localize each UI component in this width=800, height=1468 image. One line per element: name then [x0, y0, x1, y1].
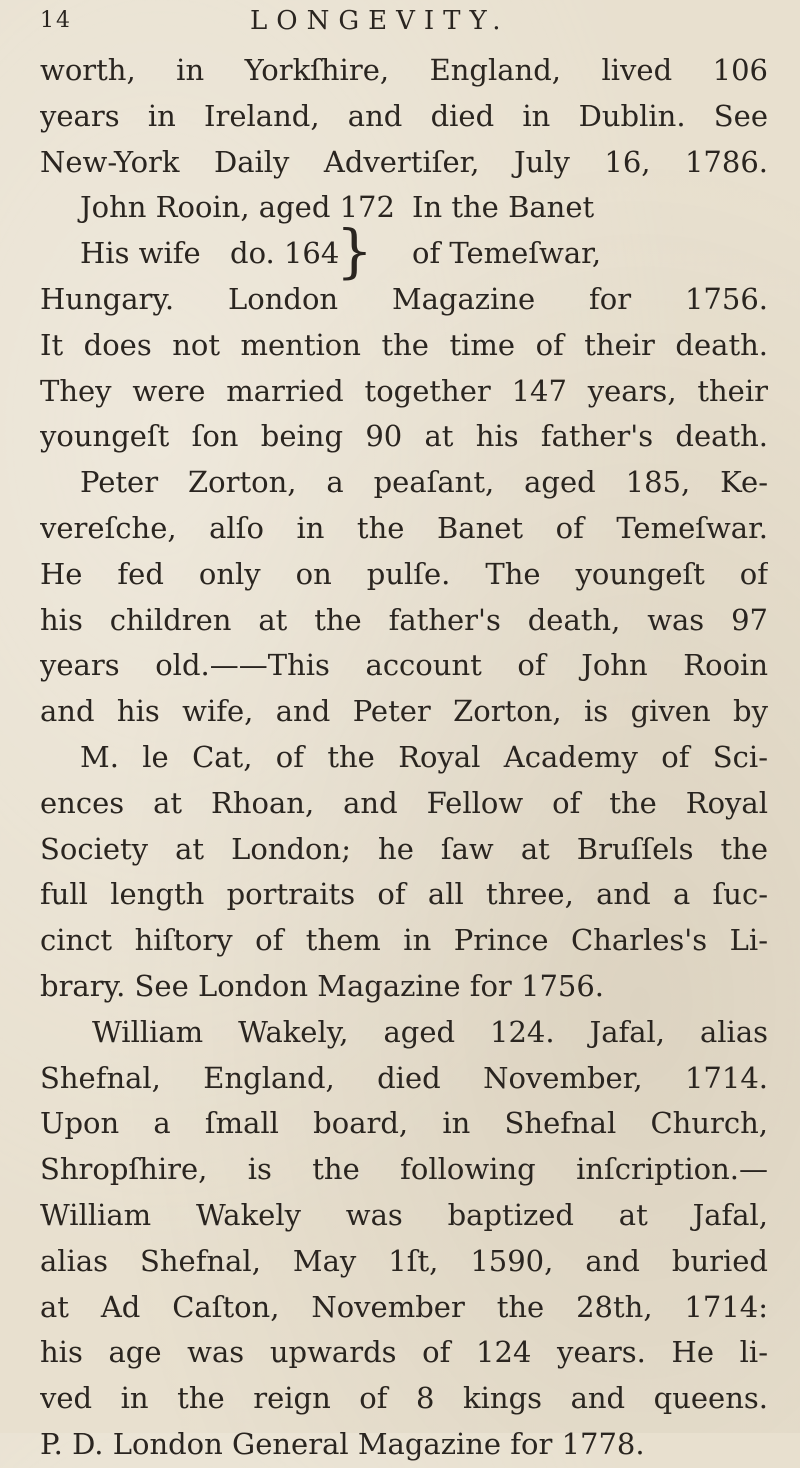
text-line: P. D. London General Magazine for 1778.	[40, 1426, 645, 1461]
entry-name: John Rooin, aged 172	[80, 190, 395, 225]
entry-age: do. 164	[230, 236, 340, 271]
text-line: William Wakely, aged 124. Jafal, alias	[92, 1014, 768, 1049]
text-line: his children at the father's death, was 97	[40, 602, 768, 637]
text-line: William Wakely was baptized at Jafal,	[40, 1197, 768, 1232]
text-line: alias Shefnal, May 1ſt, 1590, and buried	[40, 1243, 768, 1278]
text-line: vereſche, alſo in the Banet of Temeſwar.	[40, 510, 768, 545]
body-text	[40, 48, 768, 1468]
text-line: Shefnal, England, died November, 1714.	[40, 1060, 768, 1095]
entry-row-rooin	[40, 185, 768, 231]
text-line: Peter Zorton, a peaſant, aged 185, Ke-	[80, 465, 768, 500]
text-line: Shropſhire, is the following inſcription.—	[40, 1152, 768, 1187]
brace-icon: }	[336, 217, 373, 285]
text-line: his age was upwards of 124 years. He li-	[40, 1335, 768, 1370]
text-line: Society at London; he ſaw at Bruſſels the	[40, 831, 768, 866]
entry-row-wife	[40, 231, 768, 277]
text-line: Upon a ſmall board, in Shefnal Church,	[40, 1106, 768, 1141]
page-number: 14	[40, 8, 72, 33]
text-line: full length portraits of all three, and a ſuc-	[40, 877, 768, 912]
entry-name: His wife	[80, 236, 201, 271]
text-line: ences at Rhoan, and Fellow of the Royal	[40, 785, 768, 820]
text-line: It does not mention the time of their death.	[40, 327, 768, 362]
text-line: years in Ireland, and died in Dublin. See	[40, 98, 768, 133]
text-line: and his wife, and Peter Zorton, is given by	[40, 694, 768, 729]
running-title: LONGEVITY.	[250, 6, 510, 36]
text-line: ved in the reign of 8 kings and queens.	[40, 1381, 768, 1416]
text-line: brary. See London Magazine for 1756.	[40, 968, 605, 1003]
text-line: cinct hiſtory of them in Prince Charles's Li-	[40, 923, 768, 958]
running-head	[40, 6, 760, 42]
text-line: New-York Daily Advertiſer, July 16, 1786.	[40, 144, 768, 179]
entry-place: In the Banet	[412, 190, 595, 225]
text-line: years old.——This account of John Rooin	[40, 648, 768, 683]
text-line: He fed only on pulſe. The youngeſt of	[40, 556, 768, 591]
text-line: youngeſt ſon being 90 at his father's death.	[40, 419, 768, 454]
text-line: M. le Cat, of the Royal Academy of Sci-	[80, 739, 768, 774]
text-line: Hungary. London Magazine for 1756.	[40, 281, 768, 316]
entry-place: of Temeſwar,	[412, 236, 602, 271]
text-line: at Ad Caſton, November the 28th, 1714:	[40, 1289, 768, 1324]
text-line: They were married together 147 years, their	[40, 373, 768, 408]
text-line: worth, in Yorkſhire, England, lived 106	[40, 53, 768, 87]
